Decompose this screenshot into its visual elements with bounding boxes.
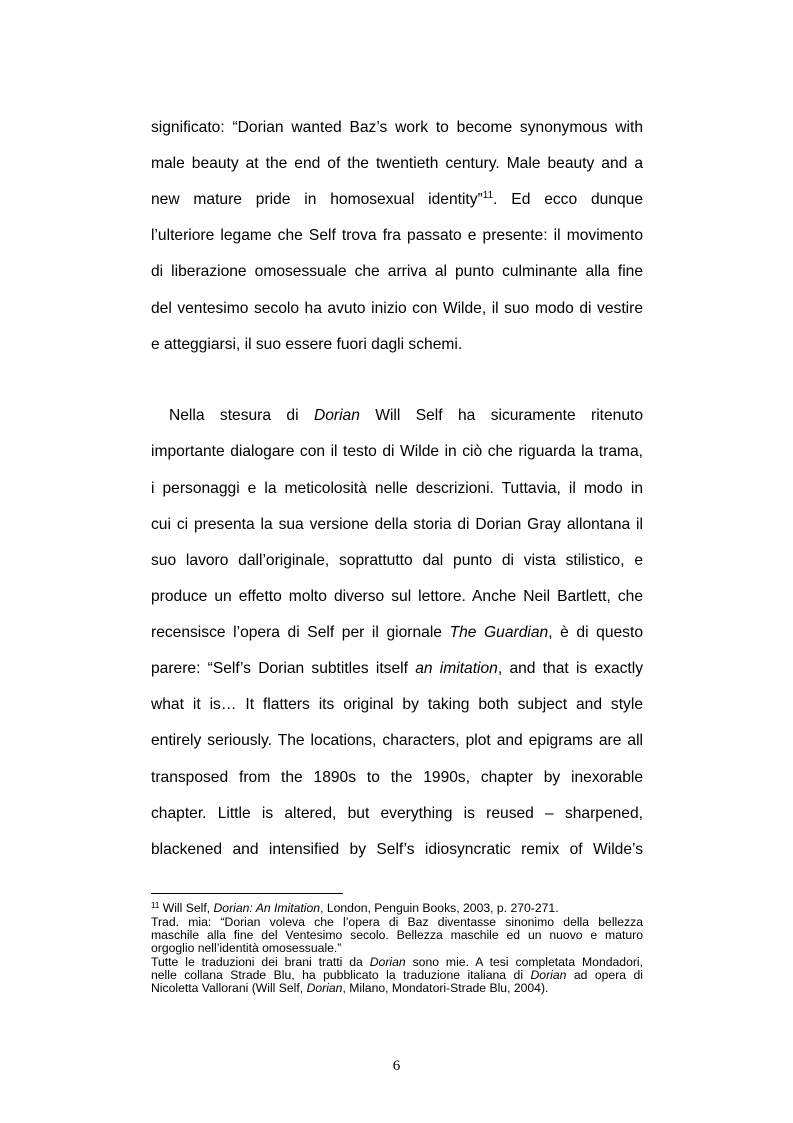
text-run: chapter. Little is altered, but everything is reused – sharpened, xyxy=(151,805,643,822)
body-line xyxy=(151,839,643,861)
body-line xyxy=(151,225,643,247)
italic-text: Dorian xyxy=(313,407,360,424)
text-run: Will Self, xyxy=(159,901,214,915)
text-run: , Milano, Mondatori-Strade Blu, 2004). xyxy=(342,981,549,995)
body-line xyxy=(151,441,643,463)
text-run: Will Self ha sicuramente ritenuto xyxy=(359,407,644,424)
text-run: importante dialogare con il testo di Wilde in ciò che riguarda la trama, xyxy=(151,443,643,460)
text-run: Tutte le traduzioni dei brani tratti da xyxy=(151,955,370,969)
text-run: . Ed ecco dunque xyxy=(493,191,643,208)
text-run: transposed from the 1890s to the 1990s, chapter by inexorable xyxy=(151,769,643,786)
text-run: recensisce l’opera di Self per il giornale xyxy=(151,624,450,641)
body-line xyxy=(151,514,643,536)
body-line xyxy=(151,694,643,716)
body-line xyxy=(151,189,643,211)
body-line xyxy=(151,261,643,283)
text-run: orgoglio nell’identità omosessuale.” xyxy=(151,941,342,955)
text-run: Trad. mia: “Dorian voleva che l’opera di Baz diventasse sinonimo della bellezza xyxy=(151,915,643,929)
footnote-separator xyxy=(151,893,343,894)
body-line xyxy=(151,117,643,139)
text-run: what it is… It flatters its original by taking both subject and style xyxy=(151,696,643,713)
body-line xyxy=(151,478,643,500)
text-run: male beauty at the end of the twentieth century. Male beauty and a xyxy=(151,155,643,172)
body-line xyxy=(151,334,643,356)
text-run: cui ci presenta la sua versione della storia di Dorian Gray allontana il xyxy=(151,516,643,533)
text-run: sono mie. A tesi completata Mondadori, xyxy=(405,955,643,969)
text-run: Nicoletta Vallorani (Will Self, xyxy=(151,981,307,995)
text-run: , è di questo xyxy=(548,624,643,641)
text-run: suo lavoro dall’originale, soprattutto dal punto di vista stilistico, e xyxy=(151,552,643,569)
footnote-line xyxy=(151,942,643,955)
body-line xyxy=(151,153,643,175)
body-line xyxy=(151,803,643,825)
body-line xyxy=(151,730,643,752)
body-line xyxy=(151,658,643,680)
text-run: e atteggiarsi, il suo essere fuori dagli schemi. xyxy=(151,336,463,353)
italic-text: an imitation xyxy=(415,660,498,677)
text-run: new mature pride in homosexual identity” xyxy=(151,191,483,208)
page-number: 6 xyxy=(392,1058,401,1074)
text-run: blackened and intensified by Self’s idiosyncratic remix of Wilde’s xyxy=(151,841,643,858)
text-run: l’ulteriore legame che Self trova fra passato e presente: il movimento xyxy=(151,227,643,244)
italic-text: Dorian xyxy=(306,981,343,995)
body-line xyxy=(151,298,643,320)
text-run: di liberazione omosessuale che arriva al punto culminante alla fine xyxy=(151,263,643,280)
text-run: Nella stesura di xyxy=(169,407,314,424)
text-run: produce un effetto molto diverso sul lettore. Anche Neil Bartlett, che xyxy=(151,588,643,605)
body-line xyxy=(151,622,643,644)
italic-text: Dorian xyxy=(369,955,406,969)
body-line xyxy=(169,405,643,427)
text-run: parere: “Self’s Dorian subtitles itself xyxy=(151,660,416,677)
footnote-marker: 11 xyxy=(151,901,160,910)
text-run: ad opera di xyxy=(566,968,643,982)
text-run: , London, Penguin Books, 2003, p. 270-271. xyxy=(320,901,559,915)
text-run: maschile alla fine del Ventesimo secolo. Bellezza maschile ed un nuovo e maturo xyxy=(151,928,643,942)
footnote-marker: 11 xyxy=(482,190,494,201)
italic-text: The Guardian xyxy=(449,624,549,641)
footnote-line xyxy=(151,902,643,915)
footnote-line xyxy=(151,982,643,995)
text-run: significato: “Dorian wanted Baz’s work to become synonymous with xyxy=(151,119,643,136)
italic-text: Dorian: An Imitation xyxy=(213,901,321,915)
text-run: nelle collana Strade Blu, ha pubblicato la traduzione italiana di xyxy=(151,968,531,982)
text-run: , and that is exactly xyxy=(497,660,644,677)
body-line xyxy=(151,586,643,608)
body-line xyxy=(151,767,643,789)
text-run: entirely seriously. The locations, characters, plot and epigrams are all xyxy=(151,732,643,749)
body-line xyxy=(151,550,643,572)
text-run: del ventesimo secolo ha avuto inizio con Wilde, il suo modo di vestire xyxy=(151,300,643,317)
italic-text: Dorian xyxy=(530,968,567,982)
text-run: i personaggi e la meticolosità nelle descrizioni. Tuttavia, il modo in xyxy=(151,480,643,497)
